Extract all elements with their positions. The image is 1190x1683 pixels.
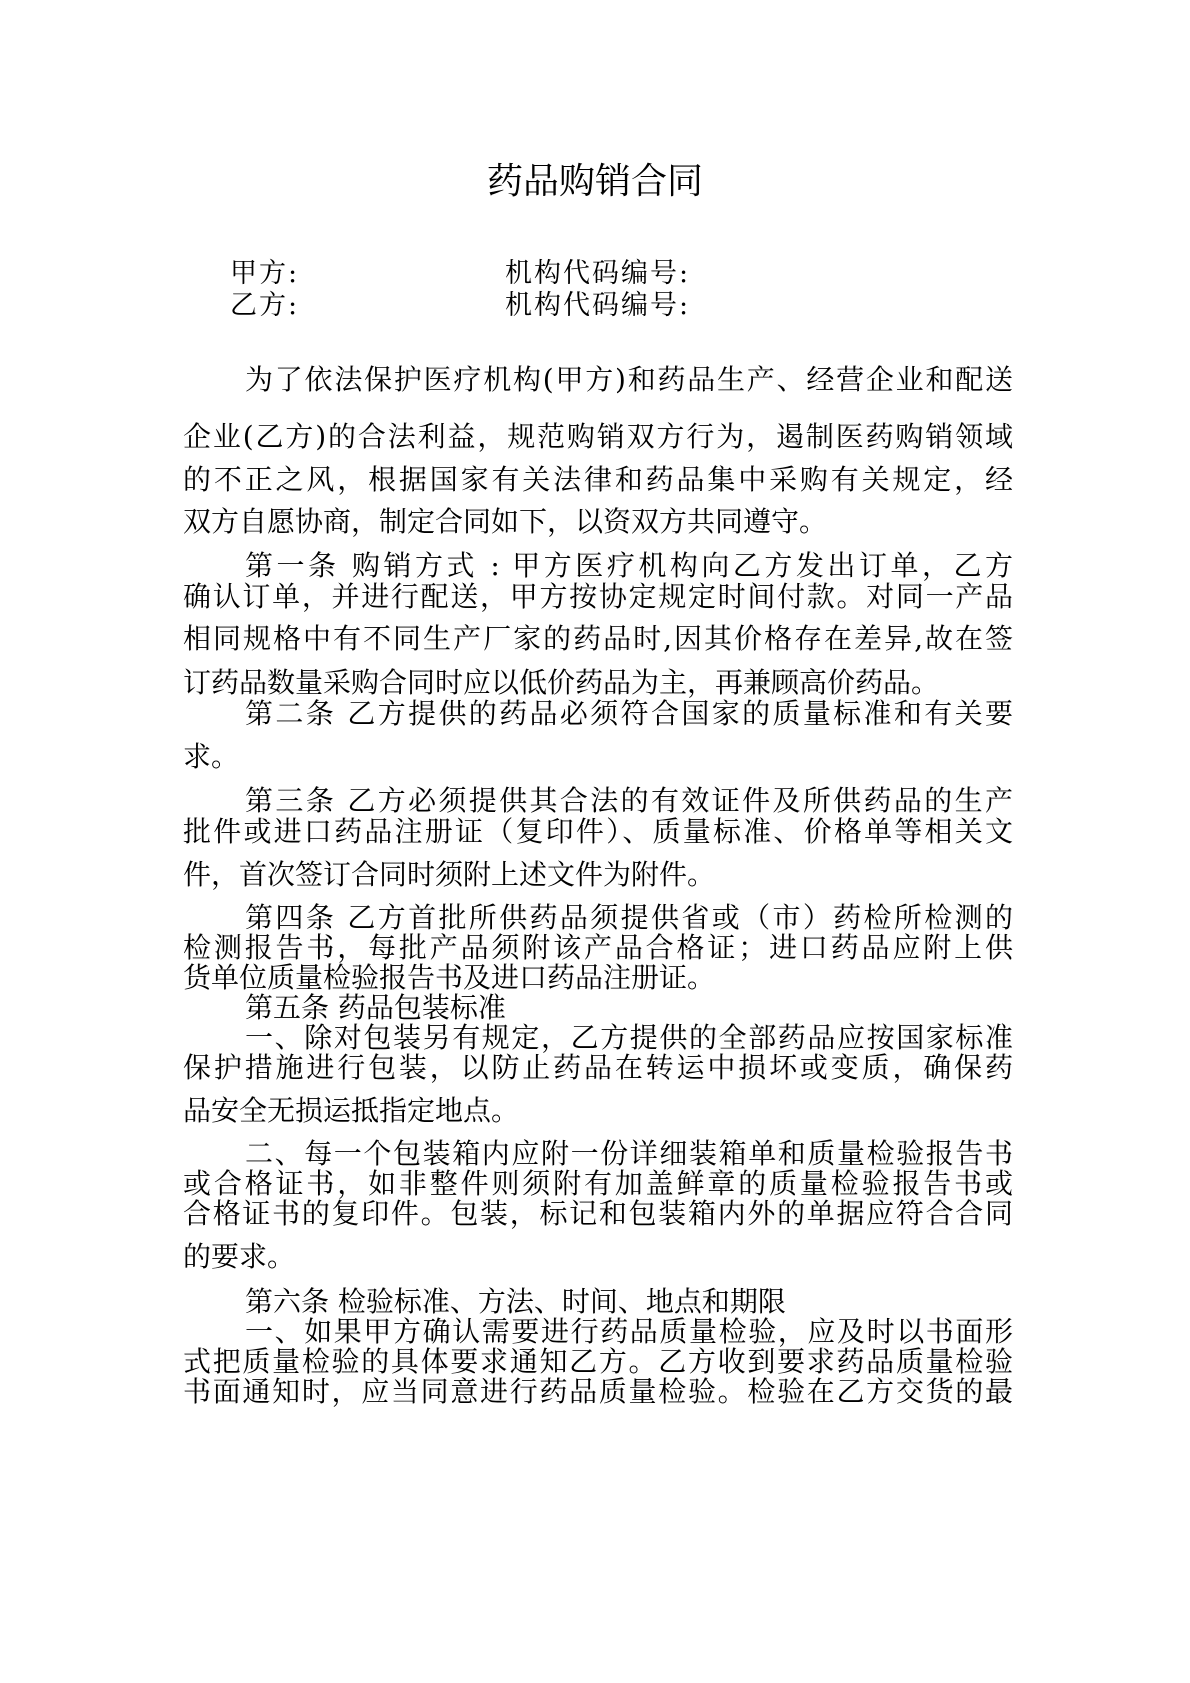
body-line: 品安全无损运抵指定地点。 [183,1094,520,1127]
body-line: 的不正之风，根据国家有关法律和药品集中采购有关规定，经 [183,463,1013,496]
body-line: 求。 [183,740,240,773]
body-line: 第四条 乙方首批所供药品须提供省或（市）药检所检测的 [245,901,1013,934]
body-line: 相同规格中有不同生产厂家的药品时,因其价格存在差异,故在签 [183,622,1013,655]
body-line: 确认订单，并进行配送，甲方按协定规定时间付款。对同一产品 [183,580,1013,613]
body-line: 件，首次签订合同时须附上述文件为附件。 [183,858,716,891]
body-line: 第六条 检验标准、方法、时间、地点和期限 [245,1285,786,1318]
body-line: 一、如果甲方确认需要进行药品质量检验，应及时以书面形 [245,1315,1013,1348]
body-line: 二、每一个包装箱内应附一份详细装箱单和质量检验报告书 [245,1137,1013,1170]
body-line: 式把质量检验的具体要求通知乙方。乙方收到要求药品质量检验 [183,1345,1013,1378]
body-line: 第二条 乙方提供的药品必须符合国家的质量标准和有关要 [245,697,1013,730]
body-line: 第三条 乙方必须提供其合法的有效证件及所供药品的生产 [245,784,1013,817]
party-b-label: 乙方: [230,290,300,321]
body-line: 合格证书的复印件。包装，标记和包装箱内外的单据应符合合同 [183,1197,1013,1230]
party-a-label: 甲方: [230,258,300,289]
body-line: 书面通知时，应当同意进行药品质量检验。检验在乙方交货的最 [183,1375,1013,1408]
body-line: 第一条 购销方式 : 甲方医疗机构向乙方发出订单，乙方 [245,549,1013,582]
body-line: 为了依法保护医疗机构(甲方)和药品生产、经营企业和配送 [245,363,1013,396]
body-line: 的要求。 [183,1240,296,1273]
body-line: 企业(乙方)的合法利益，规范购销双方行为，遏制医药购销领域 [183,420,1013,453]
party-a-code-label: 机构代码编号: [505,258,691,289]
body-line: 双方自愿协商，制定合同如下，以资双方共同遵守。 [183,505,828,538]
body-line: 一、除对包装另有规定，乙方提供的全部药品应按国家标准 [245,1021,1013,1054]
body-line: 或合格证书，如非整件则须附有加盖鲜章的质量检验报告书或 [183,1167,1013,1200]
body-line: 第五条 药品包装标准 [245,991,506,1024]
body-line: 保护措施进行包装，以防止药品在转运中损坏或变质，确保药 [183,1051,1013,1084]
party-b-code-label: 机构代码编号: [505,290,691,321]
document-title: 药品购销合同 [486,161,703,202]
body-line: 货单位质量检验报告书及进口药品注册证。 [183,961,716,994]
body-line: 批件或进口药品注册证（复印件）、质量标准、价格单等相关文 [183,815,1013,848]
body-line: 订药品数量采购合同时应以低价药品为主，再兼顾高价药品。 [183,666,940,699]
body-line: 检测报告书，每批产品须附该产品合格证；进口药品应附上供 [183,931,1013,964]
